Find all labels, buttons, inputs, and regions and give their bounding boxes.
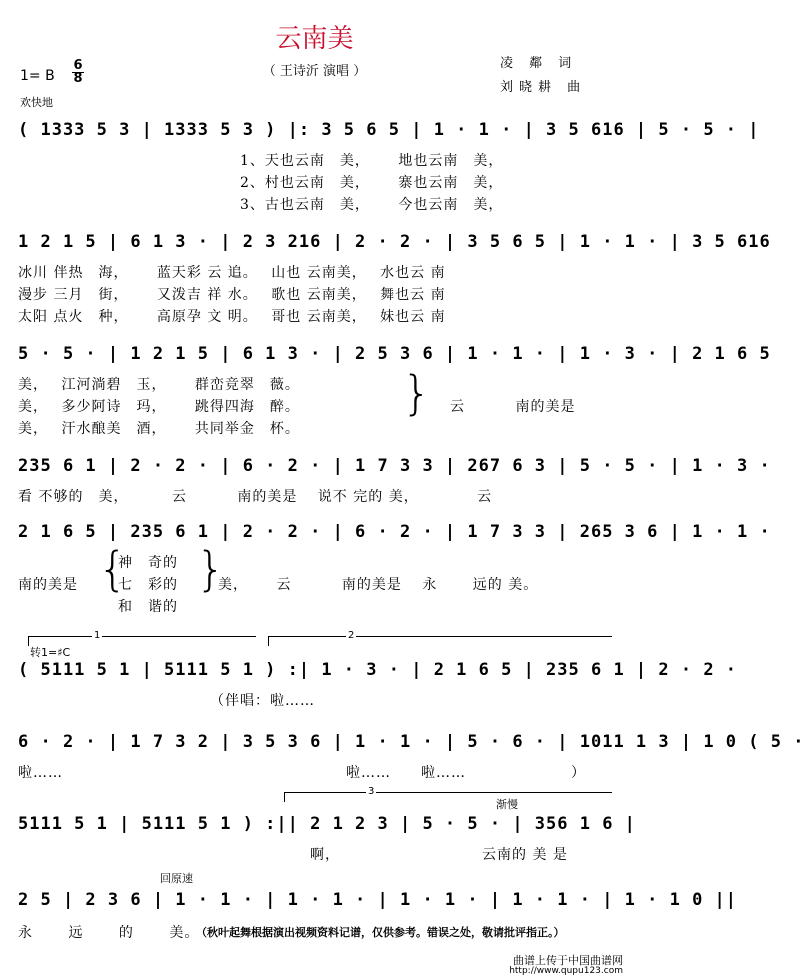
volta-3-label: 3	[368, 786, 375, 797]
music-row-6: ( 5111 5 1 | 5111 5 1 ) :| 1 · 3 · | 2 1 6 5 | 235 6 1 | 2 · 2 ·	[18, 660, 738, 680]
ritardando-mark: 渐慢	[496, 798, 518, 811]
lyric-row-3-tail: 云 南的美是	[450, 399, 576, 415]
music-row-9: 2 5 | 2 3 6 | 1 · 1 · | 1 · 1 · | 1 · 1 · | 1 · 1 · | 1 · 1 0 ||	[18, 890, 738, 910]
lyric-option-2: 七 彩的	[118, 577, 178, 593]
singer-credit: （ 王诗沂 演唱 ）	[262, 64, 367, 79]
time-sig-top: 6	[73, 58, 83, 73]
transcriber-note: （秋叶起舞根据演出视频资料记谱，仅供参考。错误之处，敬请批评指正。）	[196, 926, 565, 939]
tempo-marking: 欢快地	[20, 96, 53, 109]
lyric-row-8-tail: 云南的 美 是	[482, 847, 568, 863]
modulation-mark: 转1=♯C	[30, 646, 71, 659]
song-title: 云南美	[275, 24, 354, 54]
lyric-row-2-verse-3: 太阳 点火 种， 高原孕 文 明。 哥也 云南美， 妹也云 南	[18, 309, 446, 325]
music-row-5: 2 1 6 5 | 235 6 1 | 2 · 2 · | 6 · 2 · | 1 7 3 3 | 265 3 6 | 1 · 1 ·	[18, 522, 771, 542]
option-open-brace: {	[98, 542, 128, 596]
lyric-row-2-verse-2: 漫步 三月 街， 又泼吉 祥 水。 歌也 云南美， 舞也云 南	[18, 287, 446, 303]
lyric-row-1-verse-1: 1、天也云南 美， 地也云南 美，	[240, 153, 504, 169]
lyric-row-6: （伴唱：啦……	[210, 693, 315, 709]
site-url[interactable]: http://www.qupu123.com	[509, 966, 623, 976]
lyricist-credit: 凌 鄰 词	[500, 56, 578, 71]
lyric-option-3: 和 谐的	[118, 599, 178, 615]
volta-3-line	[284, 792, 612, 793]
lyric-row-1-verse-3: 3、古也云南 美， 今也云南 美，	[240, 197, 504, 213]
music-row-2: 1 2 1 5 | 6 1 3 · | 2 3 216 | 2 · 2 · | 3 5 6 5 | 1 · 1 · | 3 5 616	[18, 232, 771, 252]
music-row-7: 6 · 2 · | 1 7 3 2 | 3 5 3 6 | 1 · 1 · | 5 · 6 · | 1011 1 3 | 1 0 ( 5 ·	[18, 732, 804, 752]
lyric-row-7-lead: 啦……	[18, 765, 63, 781]
music-row-4: 235 6 1 | 2 · 2 · | 6 · 2 · | 1 7 3 3 | 267 6 3 | 5 · 5 · | 1 · 3 ·	[18, 456, 771, 476]
lyric-row-3-verse-1: 美， 江河淌碧 玉， 群峦竞翠 薇。	[18, 377, 300, 393]
volta-1-hook	[28, 636, 29, 646]
music-row-8: 5111 5 1 | 5111 5 1 ) :|| 2 1 2 3 | 5 · 5 · | 356 1 6 |	[18, 814, 636, 834]
lyric-row-3-verse-3: 美， 汗水酿美 酒， 共同举金 杯。	[18, 421, 300, 437]
volta-2-hook	[268, 636, 269, 646]
option-close-brace: }	[196, 542, 226, 596]
volta-1-label: 1	[94, 630, 101, 641]
key-signature: 1= B	[20, 68, 55, 84]
time-sig-bottom: 8	[73, 71, 83, 86]
volta-2-line	[268, 636, 612, 637]
lyric-row-7-tail: 啦…… 啦…… ）	[346, 765, 586, 781]
time-signature	[72, 60, 84, 85]
volta-1-line	[28, 636, 256, 637]
music-row-3: 5 · 5 · | 1 2 1 5 | 6 1 3 · | 2 5 3 6 | 1 · 1 · | 1 · 3 · | 2 1 6 5	[18, 344, 771, 364]
site-watermark: 曲谱上传于中国曲谱网	[513, 954, 623, 967]
music-row-1: ( 1333 5 3 | 1333 5 3 ) |: 3 5 6 5 | 1 · 1 · | 3 5 616 | 5 · 5 · |	[18, 120, 760, 140]
verse-merge-brace: }	[402, 366, 432, 420]
lyric-option-1: 神 奇的	[118, 555, 178, 571]
lyric-row-1-verse-2: 2、村也云南 美， 寨也云南 美，	[240, 175, 504, 191]
lyric-row-5-tail: 美， 云 南的美是 永 远的 美。	[218, 577, 539, 593]
lyric-row-5-lead: 南的美是	[18, 577, 78, 593]
a-tempo-mark: 回原速	[160, 872, 193, 885]
lyric-row-9: 永 远 的 美。	[18, 925, 200, 941]
lyric-row-3-verse-2: 美， 多少阿诗 玛， 跳得四海 醉。	[18, 399, 300, 415]
lyric-row-4: 看 不够的 美， 云 南的美是 说不 完的 美， 云	[18, 489, 493, 505]
composer-credit: 刘晓耕 曲	[500, 80, 587, 95]
volta-3-hook	[284, 792, 285, 802]
lyric-row-8-lead: 啊，	[310, 847, 340, 863]
lyric-row-2-verse-1: 冰川 伴热 海， 蓝天彩 云 追。 山也 云南美， 水也云 南	[18, 265, 446, 281]
volta-2-label: 2	[348, 630, 355, 641]
